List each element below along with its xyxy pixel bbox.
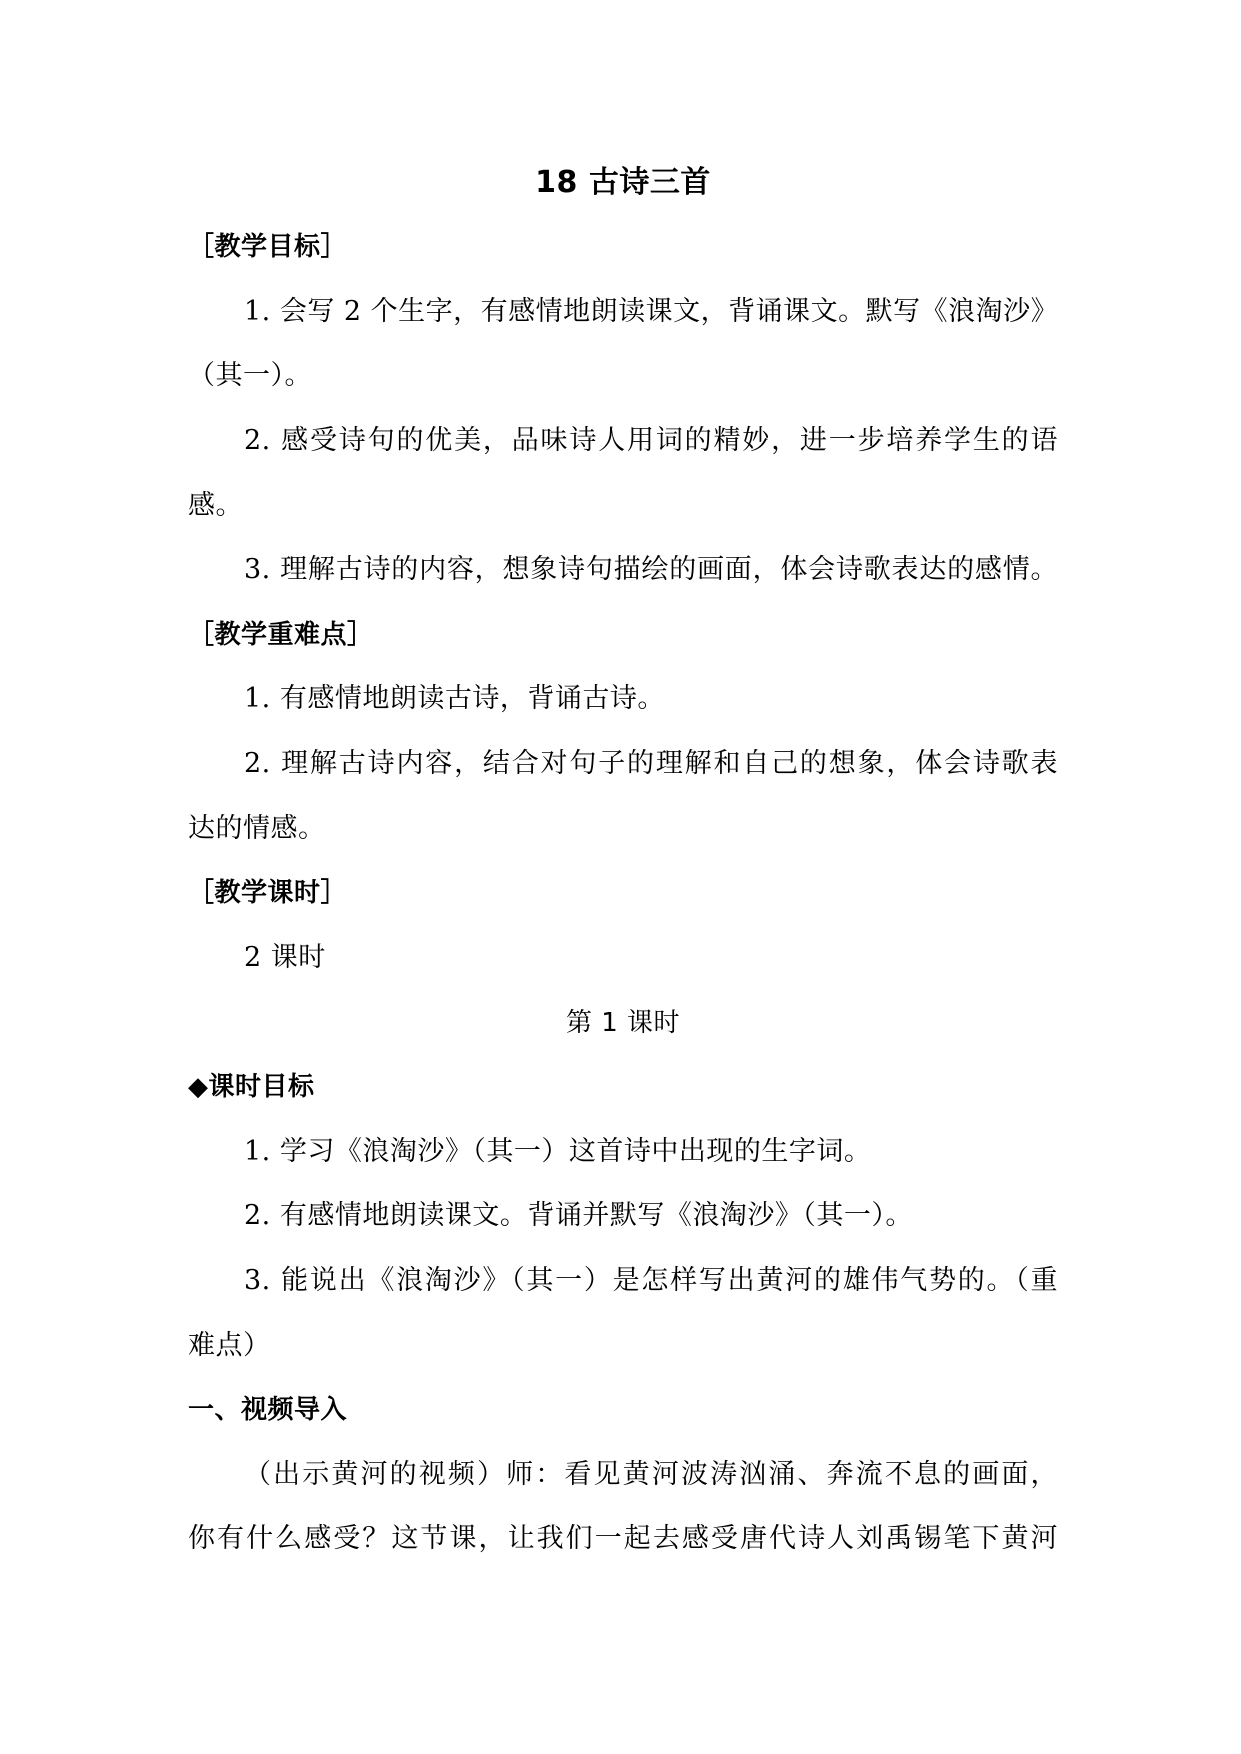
key-point-2-line-2: 达的情感。 bbox=[188, 813, 326, 844]
periods-heading: ［教学课时］ bbox=[188, 878, 348, 908]
objective-2-line-1: 2. 感受诗句的优美，品味诗人用词的精妙，进一步培养学生的语 bbox=[244, 425, 1058, 456]
lesson-objective-3-line-1: 3. 能说出《浪淘沙》（其一）是怎样写出黄河的雄伟气势的。（重 bbox=[244, 1265, 1058, 1296]
objectives-heading: ［教学目标］ bbox=[188, 232, 348, 262]
objective-2-line-2: 感。 bbox=[188, 490, 243, 521]
lesson-objectives-heading: ◆课时目标 bbox=[188, 1072, 315, 1102]
lesson-objective-2: 2. 有感情地朗读课文。背诵并默写《浪淘沙》（其一）。 bbox=[244, 1200, 913, 1231]
lesson-objective-1: 1. 学习《浪淘沙》（其一）这首诗中出现的生字词。 bbox=[244, 1136, 872, 1167]
lesson-objective-3-line-2: 难点） bbox=[188, 1330, 271, 1361]
lesson-1-title: 第 1 课时 bbox=[565, 1008, 681, 1038]
part-1-line-2: 你有什么感受？这节课，让我们一起去感受唐代诗人刘禹锡笔下黄河 bbox=[188, 1523, 1058, 1554]
key-point-1: 1. 有感情地朗读古诗，背诵古诗。 bbox=[244, 683, 665, 714]
key-point-2-line-1: 2. 理解古诗内容，结合对句子的理解和自己的想象，体会诗歌表 bbox=[244, 748, 1058, 779]
objective-1-line-2: （其一）。 bbox=[188, 360, 312, 391]
objective-3: 3. 理解古诗的内容，想象诗句描绘的画面，体会诗歌表达的感情。 bbox=[244, 554, 1058, 585]
periods-value: 2 课时 bbox=[244, 942, 326, 973]
part-1-heading: 一、视频导入 bbox=[188, 1395, 348, 1425]
key-points-heading: ［教学重难点］ bbox=[188, 620, 374, 650]
objective-1-line-1: 1. 会写 2 个生字，有感情地朗读课文，背诵课文。默写《浪淘沙》 bbox=[244, 296, 1059, 327]
document-title: 18 古诗三首 bbox=[535, 165, 711, 200]
part-1-line-1: （出示黄河的视频）师：看见黄河波涛汹涌、奔流不息的画面， bbox=[244, 1459, 1058, 1490]
